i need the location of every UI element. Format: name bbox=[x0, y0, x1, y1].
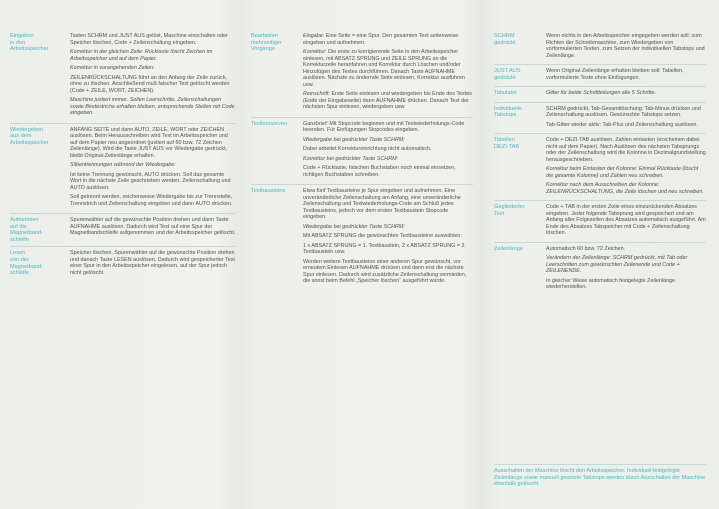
paragraph bbox=[546, 33, 706, 59]
paragraph bbox=[303, 224, 473, 231]
paragraph-text: Korrektur nach dem Ausschreiben der Kolonne: ZEILENRÜCKSCHALTUNG, die Zeile löschen und neu schreiben. bbox=[546, 182, 704, 195]
section-heading bbox=[494, 68, 546, 84]
footer-note: Ausschalten der Maschine löscht den Arbeitsspeicher. Individuell festgelegte Zeilenlänge sowie manuell gesetzte Tabstops werden durch Ausschalten der Maschine ebenfalls gelöscht. bbox=[494, 464, 706, 488]
paragraph bbox=[303, 33, 473, 46]
paragraph-text: Automatisch 60 bzw. 72 Zeichen. bbox=[546, 245, 626, 252]
paragraph-label: Reinschrift: bbox=[303, 91, 330, 97]
paragraph-text: Code + DEZI-TAB auslösen, Zahlen eintasten (erscheinen dabei nicht auf dem Papier). Nach Auslösen des nächsten Tabsprungs oder der Zeilenschaltung wird die Kolonne in Dezimalgrundstellung herausgeschrieben. bbox=[546, 137, 706, 163]
section bbox=[494, 242, 706, 294]
heading-line: Tabulator bbox=[494, 90, 518, 96]
heading-line: Tabstops bbox=[494, 112, 517, 119]
paragraph bbox=[546, 90, 706, 97]
section bbox=[494, 86, 706, 100]
heading-line: Individuelle bbox=[494, 105, 522, 112]
paragraph bbox=[546, 166, 706, 179]
paragraph-text: Soll getrennt werden, zeichenweise Wiedergabe bis zur Trennstelle, Trennstrich und Zeilenschaltung eingeben und dann AUTO drücken. bbox=[70, 194, 233, 207]
paragraph-label: Eingabe: bbox=[303, 33, 325, 39]
section bbox=[494, 200, 706, 240]
paragraph-text: Tasten SCHRM und JUST AUS gelöst, Maschine einschalten oder Speicher löschen, Code + Zeilenschaltung eingeben. bbox=[70, 33, 228, 46]
paragraph bbox=[546, 204, 706, 237]
paragraph bbox=[70, 217, 236, 237]
heading-line: Text bbox=[494, 210, 505, 217]
paragraph-text: SCHRM gedrückt, Tab-Gesamtlöschung: Tab-Minus drücken und Zeilenschaltung auslösen. Gewünschte Tabstops setzen. bbox=[546, 105, 701, 118]
paragraph bbox=[546, 255, 706, 275]
heading-line: Magnetband- bbox=[10, 230, 43, 237]
paragraph-text: 1 x ABSATZ SPRUNG = 1. Textbaustein, 2 x ABSATZ SPRUNG = 2. Textbaustein usw. bbox=[303, 242, 466, 255]
paragraph-text: Dabei arbeitet Korrektureinrichtung nicht automatisch. bbox=[303, 146, 432, 152]
heading-line: SCHRM bbox=[494, 33, 515, 39]
section-heading bbox=[251, 33, 303, 114]
paragraph-text: Mit ABSATZ SPRUNG die gewünschten Textbausteine auswählen: bbox=[303, 233, 462, 239]
paragraph-text: Etwa fünf Textbausteine je Spur eingeben und aufnehmen. Eine unveränderliche Zeilenschaltung am Anfang, eine unveränderliche Zeilenschaltung und Textwiederholungs-Code am Schluß jedes Textbausteins, jedoch vor dem ersten Textbaustein Stopcode eingeben. bbox=[303, 188, 461, 220]
paragraph-text: Erste Seite einlesen und wiedergeben bis Ende des Textes (Ende der Eingabeseite) dann AUFNAHME drücken. Danach Text der nächsten Spur einlesen, wiedergeben usw. bbox=[303, 91, 472, 110]
paragraph bbox=[303, 165, 473, 178]
heading-line: gedrückt bbox=[494, 39, 516, 46]
paragraph bbox=[70, 127, 236, 160]
column-1 bbox=[10, 30, 236, 279]
heading-line: DEZI-TAB bbox=[494, 143, 520, 150]
paragraph-text: Korrektur in der gleichen Zeile: Rücktaste löscht Zeichen im Arbeitsspeicher und auf dem Papier. bbox=[70, 49, 213, 62]
paragraph-text: Mit Stopcode beginnen und mit Textwiederholungs-Code beenden. Für Einfügungen Stopcodes eingeben. bbox=[303, 120, 465, 133]
paragraph bbox=[303, 146, 473, 153]
heading-line: Vorgänge bbox=[251, 46, 275, 53]
paragraph-text: Korrektur bei gedrückter Taste SCHRM: bbox=[303, 155, 399, 162]
paragraph bbox=[303, 137, 473, 144]
section-body bbox=[546, 68, 706, 84]
paragraph bbox=[70, 75, 236, 95]
paragraph bbox=[546, 122, 706, 129]
paragraph-text: Gitter für beide Schrittteilungen alle 5 Schritte. bbox=[546, 90, 656, 96]
paragraph-text: ANFANG SEITE und dann AUTO, ZEILE, WORT oder ZEICHEN auslösen. Beim Herausschreiben wird Text im Arbeitsspeicher und auf dem Papier neu angeordnet (justiert auf 60 bzw. 72 Zeichen Zeilenlänge). Wird die Taste JUST AUS vor Wiedergabe gedrückt, bleibt Original-Zeilenlänge erhalten. bbox=[70, 126, 228, 159]
section-body bbox=[70, 250, 236, 279]
section-heading bbox=[494, 90, 546, 100]
heading-line: Wiedergeben bbox=[10, 126, 44, 133]
paragraph-text: In gleicher Weise automatisch festgelegte Zeilenlänge wiederherstellen. bbox=[546, 277, 676, 290]
paragraph bbox=[303, 156, 473, 163]
section bbox=[494, 30, 706, 62]
paragraph bbox=[303, 259, 473, 285]
paragraph-text: Speicher löschen, Spurenwähler auf die gewünschte Position drehen und danach Taste LESEN auslösen. Dadurch wird gespeicherter Text einer Spur in den Arbeitsspeicher eingelesen, auf der Spur jedoch nicht gelöscht. bbox=[70, 250, 235, 276]
section bbox=[494, 64, 706, 84]
paragraph bbox=[70, 33, 236, 46]
paragraph bbox=[70, 65, 236, 72]
paragraph-text: Maschine justiert immer. Sollen Leerschritte, Zeilenschaltungen sowie Bindestriche erhalten bleiben, entsprechende Stellen mit Code eingeben. bbox=[70, 97, 235, 116]
paragraph-text: Silbentrennungen während der Wiedergabe: bbox=[70, 162, 176, 168]
heading-line: Textbausteine bbox=[251, 188, 286, 194]
paragraph bbox=[546, 246, 706, 253]
heading-line: Lesen bbox=[10, 250, 26, 257]
section-body bbox=[70, 33, 236, 120]
paragraph bbox=[70, 49, 236, 62]
heading-line: schleife bbox=[10, 236, 29, 243]
section bbox=[494, 102, 706, 132]
paragraph-text: Verändern der Zeilenlänge: SCHRM gedrückt, mit Tab oder Leerschritten zum gewünschten Zeilenende und Code + ZEILENENDE. bbox=[546, 255, 688, 274]
section-heading bbox=[10, 33, 70, 120]
section-body bbox=[303, 121, 473, 182]
paragraph-text: Wiedergabe bei gedrückter Taste SCHRM: bbox=[303, 136, 405, 143]
section-body bbox=[546, 137, 706, 198]
heading-line: Gegliederter bbox=[494, 204, 525, 210]
heading-line: von der bbox=[10, 256, 29, 263]
section-body bbox=[303, 188, 473, 288]
section bbox=[251, 30, 473, 114]
paragraph bbox=[70, 97, 236, 117]
section-heading bbox=[10, 127, 70, 211]
heading-line: schleife bbox=[10, 270, 29, 277]
heading-line: in den bbox=[10, 39, 26, 46]
paragraph bbox=[70, 162, 236, 169]
section-heading bbox=[494, 246, 546, 294]
heading-line: Zeilenlänge bbox=[494, 245, 523, 252]
section bbox=[251, 117, 473, 182]
heading-line: Arbeitsspeicher bbox=[10, 139, 49, 146]
paragraph-text: Code + Rücktaste, falschen Buchstaben noch einmal einsetzen, richtigen Buchstaben schreiben. bbox=[303, 165, 456, 178]
section-heading bbox=[494, 137, 546, 198]
section bbox=[10, 123, 236, 211]
paragraph bbox=[546, 68, 706, 81]
heading-line: Textkonserven bbox=[251, 120, 288, 127]
paragraph-label: Ganzbrief: bbox=[303, 120, 328, 127]
section-heading bbox=[251, 188, 303, 288]
paragraph bbox=[70, 250, 236, 276]
section-heading bbox=[494, 33, 546, 62]
paragraph-text: Wenn nichts in den Arbeitsspeicher eingegeben werden soll: zum Richten der Schreibmaschine, zum Wiedergeben von vorformulierten Texten, zum Setzen der individuellen Tabstops und Zeilenlänge. bbox=[546, 33, 705, 59]
heading-line: aus dem bbox=[10, 133, 32, 140]
section-body bbox=[303, 33, 473, 114]
paragraph-text: Tab-Gitter wieder aktiv: Tab-Plus und Zeilenschaltung auslösen. bbox=[546, 121, 698, 128]
paragraph-text: Spurenwähler auf die gewünschte Position drehen und dann Taste AUFNAHME auslösen. Dadurch wird Text auf eine Spur der Magnetbandschleife aufgenommen und der Arbeitsspeicher gelöscht. bbox=[70, 217, 236, 236]
paragraph bbox=[546, 182, 706, 195]
paragraph bbox=[303, 91, 473, 111]
heading-line: Eingeben bbox=[10, 33, 34, 39]
section-body bbox=[70, 127, 236, 211]
paragraph-text: Die erste zu korrigierende Seite in den Arbeitsspeicher einlesen, mit ABSATZ SPRUNG und ZEILE SPRUNG an die Korrekturzeile heranfahren und Korrektur durch Löschen und/oder Hinzufügen des Textes durchführen. Danach Taste AUFNAHME auslösen. Nächste zu ändernde Seite einlesen, Korrektur ausführen usw. bbox=[303, 49, 465, 88]
section bbox=[10, 30, 236, 120]
section-body bbox=[546, 106, 706, 132]
section-body bbox=[546, 204, 706, 240]
heading-line: Tabellen bbox=[494, 137, 515, 143]
section-body bbox=[546, 33, 706, 62]
heading-line: gedrückt bbox=[494, 74, 516, 81]
heading-line: mehrseitiger bbox=[251, 39, 282, 46]
heading-line: Magnetband- bbox=[10, 263, 43, 270]
paragraph-text: Wiedergabe bei gedrückter Taste SCHRM: bbox=[303, 223, 405, 230]
paragraph-text: Code + TAB in der ersten Zeile eines einzurückenden Absatzes eingeben. Jeder folgende Tabsprung wird gespeichert und am Anfang aller Folgezeilen des Absatzes automatisch ausgeführt. Am Ende des Absatzes Tabspeicher mit Code + Zeilenschaltung löschen. bbox=[546, 204, 706, 236]
section bbox=[251, 184, 473, 288]
paragraph bbox=[303, 49, 473, 88]
section-heading bbox=[10, 217, 70, 243]
heading-line: Bearbeiten bbox=[251, 33, 279, 39]
paragraph-label: Korrektur: bbox=[303, 49, 327, 55]
paragraph-text: Wenn Original-Zeilenlänge erhalten bleiben soll: Tabellen, vorformulierte Texte ohne Einfügungen. bbox=[546, 68, 684, 81]
section-body bbox=[70, 217, 236, 243]
section bbox=[10, 213, 236, 243]
paragraph-text: ZEILENRÜCKSCHALTUNG führt an den Anfang der Zeile zurück, ohne zu löschen. Anschließend muß falscher Text gelöscht werden (Code + ZEILE, WORT, ZEICHEN). bbox=[70, 74, 230, 94]
paragraph-text: Eine Seite = eine Spur. Den gesamten Text seitenweise eingeben und aufnehmen. bbox=[303, 33, 459, 46]
paragraph bbox=[70, 172, 236, 192]
section bbox=[494, 133, 706, 198]
paragraph bbox=[70, 194, 236, 207]
column-2 bbox=[251, 30, 473, 288]
heading-line: Arbeitsspeicher bbox=[10, 46, 49, 53]
paragraph bbox=[546, 106, 706, 119]
section-body bbox=[546, 90, 706, 100]
paragraph bbox=[303, 243, 473, 256]
section-heading bbox=[10, 250, 70, 279]
paragraph bbox=[303, 188, 473, 221]
paragraph-text: Korrektur beim Eintasten der Kolonne: Einmal Rücktaste (löscht die gesamte Kolonne) und Zahlen neu schreiben. bbox=[546, 166, 699, 179]
paragraph bbox=[303, 121, 473, 134]
heading-line: JUST AUS bbox=[494, 68, 521, 74]
paragraph-text: Werden weitere Textbausteine einer anderen Spur gewünscht, vor erneutem Einlesen AUFNAHME drücken und dann erst die nächste Spur einlesen. Dadurch wird zusätzliche Zeilenschaltung vermieden, die sonst beim Befehl „Speicher löschen“ ausgeführt würde. bbox=[303, 258, 467, 284]
section-heading bbox=[251, 121, 303, 182]
section-body bbox=[546, 246, 706, 294]
paragraph bbox=[546, 137, 706, 163]
section-heading bbox=[494, 204, 546, 240]
paragraph bbox=[546, 278, 706, 291]
section bbox=[10, 246, 236, 279]
paragraph-text: Ist keine Trennung gewünscht, AUTO drücken. Soll das gesamte Wort in die nächste Zeile geschrieben werden, Zeilenschaltung und AUTO auslösen. bbox=[70, 171, 231, 191]
column-3 bbox=[494, 30, 706, 294]
heading-line: auf die bbox=[10, 223, 27, 230]
section-heading bbox=[494, 106, 546, 132]
paragraph bbox=[303, 233, 473, 240]
heading-line: Aufnehmen bbox=[10, 217, 39, 223]
paragraph-text: Korrektur in vorangehenden Zeilen: bbox=[70, 65, 155, 71]
